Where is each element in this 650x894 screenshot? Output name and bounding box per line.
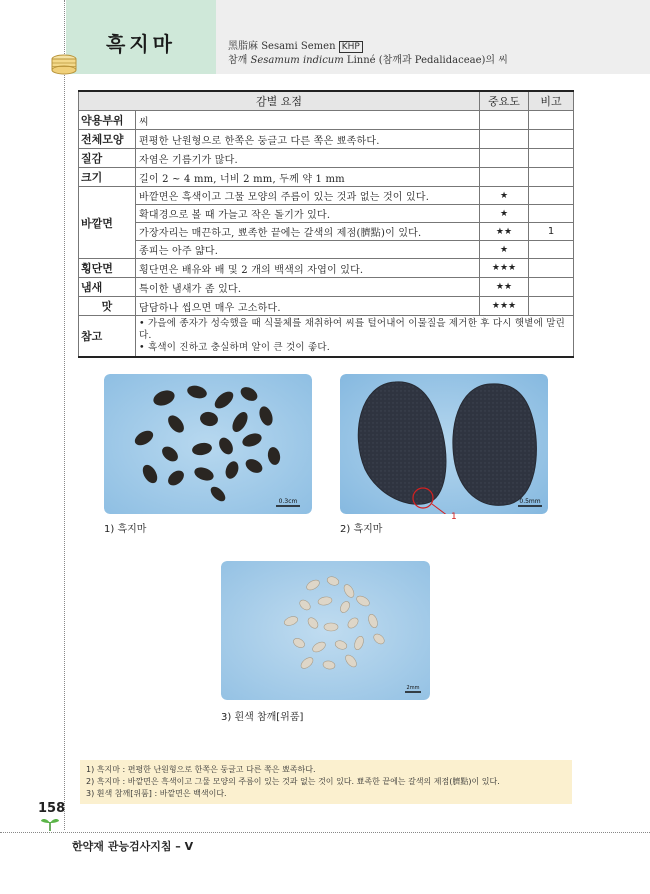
footer-title: 한약재 관능검사지침 – V [72,840,194,853]
row-importance: ★ [480,241,529,259]
hanja-name: 黑脂麻 [228,41,258,52]
scale-label: 0.5mm [519,498,541,505]
authority-family: Linné (참깨과 Pedalidaceae)의 씨 [346,55,508,66]
drum-emblem-icon [49,54,79,76]
table-row [79,111,574,130]
row-desc: 가장자리는 매끈하고, 뾰족한 끝에는 갈색의 제점(臍點)이 있다. [136,223,480,241]
table-row [79,168,574,187]
plant-prefix: 참깨 [228,55,248,66]
row-remark [529,149,574,168]
row-label-outer: 바깥면 [79,187,136,259]
notes-box [80,760,572,804]
row-label: 전체모양 [79,130,136,149]
row-remark [529,205,574,223]
page-title: 흑지마 [106,32,176,56]
header-remark: 비고 [529,91,574,111]
table-row [79,241,574,259]
row-remark [529,297,574,316]
table-row [79,316,574,358]
table-row [79,205,574,223]
note-line: 2) 흑지마 : 바깥면은 흑색이고 그물 모양의 주름이 있는 것과 없는 것이 있다. 뾰족한 끝에는 갈색의 제점(臍點)이 있다. [86,777,500,786]
row-label: 맛 [79,297,136,316]
footer-dotted-line [0,832,650,833]
identification-table [78,90,574,358]
row-importance: ★★ [480,223,529,241]
table-row [79,297,574,316]
row-label: 약용부위 [79,111,136,130]
row-desc: 바깥면은 흑색이고 그물 모양의 주름이 있는 것과 없는 것이 있다. [136,187,480,205]
marker-label: 1 [451,512,457,522]
reference-cell [136,316,574,358]
row-importance: ★★★ [480,259,529,278]
row-importance: ★ [480,187,529,205]
scale-label: 2mm [406,685,420,691]
header-criteria: 감별 요점 [79,91,480,111]
reference-line: • 가을에 종자가 성숙했을 때 식물체를 채취하여 씨를 털어내어 이물질을 제거한 후 다시 햇볕에 말린다. [139,318,565,341]
row-label: 질감 [79,149,136,168]
row-importance [480,111,529,130]
row-importance [480,130,529,149]
caption-photo-2: 2) 흑지마 [340,524,383,535]
note-line: 3) 흰색 참깨[위품] : 바깥면은 백색이다. [86,789,227,798]
table-row [79,259,574,278]
row-label: 냄새 [79,278,136,297]
photo-white-sesame-adulterant [221,561,430,700]
row-remark [529,130,574,149]
table-row [79,149,574,168]
row-label-reference: 참고 [79,316,136,358]
row-importance: ★★★ [480,297,529,316]
khp-badge: KHP [339,41,363,53]
caption-photo-1: 1) 흑지마 [104,524,147,535]
caption-photo-3: 3) 흰색 참깨[위품] [221,712,304,723]
table-row [79,187,574,205]
origin-line [228,51,508,66]
photo-black-sesame-seeds [104,374,312,514]
reference-line: • 흑색이 진하고 충실하며 알이 큰 것이 좋다. [139,342,330,353]
row-desc: 길이 2 ~ 4 mm, 너비 2 mm, 두께 약 1 mm [136,168,480,187]
table-row [79,223,574,241]
row-importance [480,168,529,187]
row-desc: 확대경으로 볼 때 가늘고 작은 돌기가 있다. [136,205,480,223]
row-remark [529,278,574,297]
latin-name: Sesami Semen [261,41,336,52]
row-remark [529,187,574,205]
table-row [79,130,574,149]
row-remark [529,111,574,130]
row-desc: 횡단면은 배유와 배 및 2 개의 백색의 자엽이 있다. [136,259,480,278]
species-name: Sesamum indicum [250,55,344,66]
note-line: 1) 흑지마 : 편평한 난원형으로 한쪽은 둥글고 다른 쪽은 뾰족하다. [86,765,316,774]
row-desc: 담담하나 씹으면 매우 고소하다. [136,297,480,316]
sprout-icon [40,815,60,831]
row-desc: 씨 [136,111,480,130]
row-remark: 1 [529,223,574,241]
table-row [79,278,574,297]
page-number: 158 [38,801,66,816]
row-importance: ★★ [480,278,529,297]
row-desc: 종피는 아주 얇다. [136,241,480,259]
photo-black-sesame-magnified [340,374,548,514]
margin-dotted-line [64,0,65,830]
row-label: 크기 [79,168,136,187]
row-desc: 특이한 냄새가 좀 있다. [136,278,480,297]
row-remark [529,259,574,278]
row-desc: 자염은 기름기가 많다. [136,149,480,168]
row-label: 횡단면 [79,259,136,278]
row-desc: 편평한 난원형으로 한쪽은 둥글고 다른 쪽은 뾰족하다. [136,130,480,149]
title-box [66,0,216,74]
row-importance [480,149,529,168]
row-importance: ★ [480,205,529,223]
latin-name-line [228,37,363,52]
row-remark [529,168,574,187]
scale-label: 0.3cm [278,498,298,505]
header-importance: 중요도 [480,91,529,111]
row-remark [529,241,574,259]
